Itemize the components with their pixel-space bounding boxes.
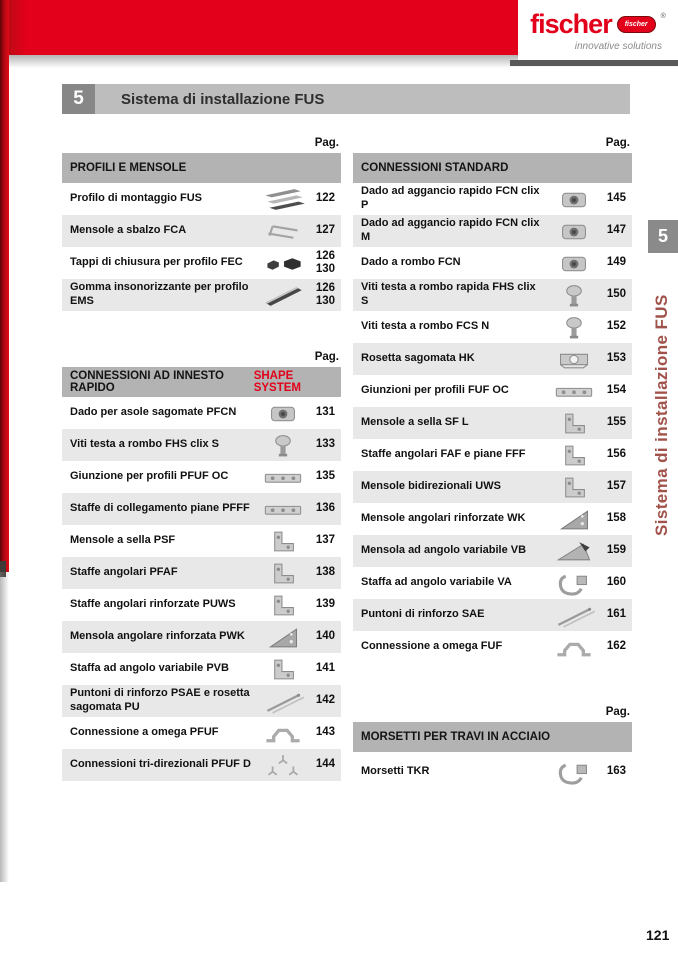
page-number-value: 141	[315, 662, 335, 675]
product-label: Dado ad aggancio rapido FCN clix P	[361, 185, 540, 211]
pag-label: Pag.	[314, 137, 339, 149]
page-number-value: 137	[315, 534, 335, 547]
table-row	[62, 621, 341, 653]
section-header-morsetti	[353, 722, 632, 752]
table-row	[62, 493, 341, 525]
product-thumb	[257, 655, 309, 683]
product-thumb	[257, 495, 309, 523]
product-label: Tappi di chiusura per profilo FEC	[70, 256, 243, 269]
product-label: Mensole a sbalzo FCA	[70, 224, 187, 237]
table-row	[353, 247, 632, 279]
table-row	[353, 375, 632, 407]
page-number-value: 136	[315, 502, 335, 515]
product-label: Mensola ad angolo variabile VB	[361, 544, 527, 557]
cantilever-bracket-icon	[260, 218, 306, 245]
page-number-value: 153	[606, 352, 626, 365]
product-thumb	[257, 527, 309, 555]
section-header-connessioni-innesto-rapido	[62, 367, 341, 397]
angle-bracket-icon	[551, 442, 597, 469]
product-label: Dado per asole sagomate PFCN	[70, 406, 237, 419]
chapter-header	[62, 84, 630, 114]
table-row	[62, 397, 341, 429]
page-number	[309, 566, 335, 579]
page-number	[309, 192, 335, 205]
pag-label: Pag.	[314, 351, 339, 363]
product-label: Staffe di collegamento piane PFFF	[70, 502, 250, 515]
product-label: Mensole bidirezionali UWS	[361, 480, 501, 493]
page-number-value: 161	[606, 608, 626, 621]
page-number	[600, 416, 626, 429]
flat-connector-plate-icon	[260, 496, 306, 523]
reinforced-angle-bracket-icon	[260, 592, 306, 619]
page-number	[600, 448, 626, 461]
page-number-value: 142	[315, 694, 335, 707]
product-thumb	[257, 623, 309, 651]
product-label: Dado ad aggancio rapido FCN clix M	[361, 217, 540, 243]
page-number	[600, 512, 626, 525]
strut-rod-icon	[551, 602, 597, 629]
gusset-bracket-icon	[260, 624, 306, 651]
section-gap	[353, 663, 632, 699]
product-thumb	[257, 687, 309, 715]
profile-connector-plate-icon	[551, 378, 597, 405]
page-number	[600, 320, 626, 333]
page-number	[309, 438, 335, 451]
page-number-value: 139	[315, 598, 335, 611]
product-label: Staffe angolari FAF e piane FFF	[361, 448, 526, 461]
product-label: Mensole angolari rinforzate WK	[361, 512, 526, 525]
fischer-logo: fischer	[530, 9, 612, 39]
page-number-value: 162	[606, 640, 626, 653]
strut-rod-icon	[260, 688, 306, 715]
page-number-value: 157	[606, 480, 626, 493]
rhombus-nut-icon	[551, 250, 597, 277]
table-row	[62, 525, 341, 557]
left-column	[62, 130, 341, 781]
product-label: Mensole a sella SF L	[361, 416, 469, 429]
product-thumb	[257, 431, 309, 459]
product-thumb	[548, 249, 600, 277]
product-label: Viti testa a rombo rapida FHS clix S	[361, 281, 536, 307]
tri-directional-connector-icon	[260, 752, 306, 779]
page-number	[309, 470, 335, 483]
table-row	[62, 589, 341, 621]
page-number-value: 122	[315, 192, 335, 205]
registered-mark: ®	[660, 13, 666, 20]
section-header-label: PROFILI E MENSOLE	[70, 162, 187, 174]
angle-bracket-icon	[260, 560, 306, 587]
product-label: Staffa ad angolo variabile VA	[361, 576, 512, 589]
product-thumb	[257, 559, 309, 587]
product-thumb	[548, 569, 600, 597]
page-number-value: 159	[606, 544, 626, 557]
table-row	[62, 215, 341, 247]
page-number-value: 130	[315, 295, 335, 307]
brand-logo	[518, 0, 678, 60]
fischer-badge-icon: fischer	[617, 16, 656, 33]
product-label: Viti testa a rombo FHS clix S	[70, 438, 219, 451]
product-thumb	[257, 217, 309, 245]
page-number	[600, 576, 626, 589]
page-number	[600, 224, 626, 237]
spine-shadow	[0, 572, 9, 882]
page-number-value: 160	[606, 576, 626, 589]
product-thumb	[548, 441, 600, 469]
omega-connector-icon	[260, 720, 306, 747]
side-tab-number: 5	[648, 220, 678, 253]
table-row	[62, 557, 341, 589]
page-number-value: 126	[315, 249, 335, 262]
profile-connector-plate-icon	[260, 464, 306, 491]
table-row	[353, 343, 632, 375]
table-row	[62, 749, 341, 781]
variable-angle-clamp-icon	[551, 570, 597, 597]
hammer-head-screw-icon	[551, 314, 597, 341]
product-label: Connessioni tri-direzionali PFUF D	[70, 758, 251, 771]
product-thumb	[257, 591, 309, 619]
table-row	[62, 429, 341, 461]
table-row	[353, 311, 632, 343]
chapter-number: 5	[62, 84, 95, 114]
product-label: Connessione a omega FUF	[361, 640, 503, 653]
side-tab-title: Sistema di installazione FUS	[652, 294, 671, 536]
hammer-head-screw-icon	[260, 432, 306, 459]
page-number	[309, 662, 335, 675]
table-row	[353, 215, 632, 247]
table-row	[353, 407, 632, 439]
omega-connector-icon	[551, 634, 597, 661]
page-number	[309, 598, 335, 611]
product-label: Staffe angolari PFAF	[70, 566, 178, 579]
product-label: Mensole a sella PSF	[70, 534, 176, 547]
table-row	[62, 247, 341, 279]
section-header-profili-e-mensole	[62, 153, 341, 183]
product-thumb	[548, 601, 600, 629]
shaped-washer-icon	[551, 346, 597, 373]
product-thumb	[257, 249, 309, 277]
right-column	[353, 130, 632, 792]
bidirectional-bracket-icon	[551, 474, 597, 501]
product-thumb	[548, 758, 600, 786]
product-label: Connessione a omega PFUF	[70, 726, 219, 739]
page-number	[600, 256, 626, 269]
end-caps-icon	[260, 250, 306, 277]
variable-angle-bracket-icon	[260, 656, 306, 683]
product-label: Morsetti TKR	[361, 765, 430, 778]
page-number	[600, 192, 626, 205]
page-number	[600, 765, 626, 778]
table-row	[353, 631, 632, 663]
page-number-value: 149	[606, 256, 626, 269]
section-header-connessioni-standard	[353, 153, 632, 183]
section-header-label: CONNESSIONI AD INNESTO RAPIDO	[70, 370, 224, 394]
product-thumb	[548, 313, 600, 341]
table-row	[353, 279, 632, 311]
product-thumb	[257, 281, 309, 309]
pag-label: Pag.	[605, 706, 630, 718]
page-number	[309, 758, 335, 771]
rubber-strip-icon	[260, 282, 306, 309]
gusset-bracket-icon	[551, 506, 597, 533]
section-gap	[62, 311, 341, 344]
page-number-value: 147	[606, 224, 626, 237]
section-header-label: CONNESSIONI STANDARD	[361, 162, 509, 174]
page-number-value: 150	[606, 288, 626, 301]
product-thumb	[257, 751, 309, 779]
header-divider	[510, 60, 678, 66]
product-thumb	[548, 281, 600, 309]
product-label: Giunzione per profili PFUF OC	[70, 470, 229, 483]
product-thumb	[548, 633, 600, 661]
product-label: Puntoni di rinforzo PSAE e rosetta sagomata PU	[70, 687, 250, 713]
table-row	[62, 279, 341, 311]
red-spine-strip	[0, 0, 9, 572]
product-thumb	[548, 345, 600, 373]
variable-angle-bracket-icon	[551, 538, 597, 565]
product-thumb	[548, 505, 600, 533]
slot-nut-icon	[260, 400, 306, 427]
table-row	[353, 471, 632, 503]
page-number	[600, 352, 626, 365]
page-number	[309, 250, 335, 276]
product-label: Rosetta sagomata HK	[361, 352, 475, 365]
page-number-value: 163	[606, 765, 626, 778]
page-number	[309, 726, 335, 739]
product-label: Mensola angolare rinforzata PWK	[70, 630, 245, 643]
pag-label: Pag.	[605, 137, 630, 149]
page-number-value: 140	[315, 630, 335, 643]
quick-fix-nut-icon	[551, 186, 597, 213]
product-thumb	[548, 217, 600, 245]
section-header-label: MORSETTI PER TRAVI IN ACCIAIO	[361, 731, 551, 743]
table-row	[353, 599, 632, 631]
page-number	[309, 282, 335, 308]
mounting-profiles-icon	[260, 186, 306, 213]
page-number-value: 143	[315, 726, 335, 739]
brand-tagline: innovative solutions	[574, 41, 662, 52]
table-row	[62, 685, 341, 717]
product-label: Viti testa a rombo FCS N	[361, 320, 490, 333]
beam-clamp-icon	[551, 759, 597, 786]
page-number-value: 133	[315, 438, 335, 451]
page-number-value: 156	[606, 448, 626, 461]
product-thumb	[548, 185, 600, 213]
product-label: Gomma insonorizzante per profilo EMS	[70, 281, 249, 307]
product-label: Giunzioni per profili FUF OC	[361, 384, 509, 397]
page-number	[309, 224, 335, 237]
hammer-head-screw-icon	[551, 282, 597, 309]
table-row	[353, 535, 632, 567]
page-number	[309, 406, 335, 419]
page-number	[600, 640, 626, 653]
quick-fix-nut-icon	[551, 218, 597, 245]
page-number-value: 127	[315, 224, 335, 237]
product-label: Staffe angolari rinforzate PUWS	[70, 598, 236, 611]
table-row	[353, 183, 632, 215]
page-number-value: 130	[315, 263, 335, 275]
product-thumb	[548, 377, 600, 405]
page-title: Sistema di installazione FUS	[95, 84, 630, 114]
page-number-value: 145	[606, 192, 626, 205]
saddle-bracket-icon	[551, 410, 597, 437]
product-thumb	[257, 185, 309, 213]
page-number-value: 138	[315, 566, 335, 579]
table-row	[62, 717, 341, 749]
page-number-value: 152	[606, 320, 626, 333]
product-label: Staffa ad angolo variabile PVB	[70, 662, 229, 675]
product-thumb	[548, 473, 600, 501]
product-thumb	[548, 537, 600, 565]
table-row	[353, 439, 632, 471]
page-number	[309, 534, 335, 547]
product-thumb	[257, 719, 309, 747]
page-number-value: 126	[315, 281, 335, 294]
table-row	[62, 653, 341, 685]
table-row	[62, 461, 341, 493]
page-number	[309, 630, 335, 643]
table-row	[353, 752, 632, 792]
page-number-footer: 121	[646, 927, 670, 943]
table-row	[62, 183, 341, 215]
page-number-value: 144	[315, 758, 335, 771]
product-thumb	[548, 409, 600, 437]
saddle-bracket-icon	[260, 528, 306, 555]
table-row	[353, 567, 632, 599]
page-number	[600, 480, 626, 493]
page-number-value: 135	[315, 470, 335, 483]
table-row	[353, 503, 632, 535]
product-label: Profilo di montaggio FUS	[70, 192, 202, 205]
page-number	[309, 502, 335, 515]
page-number	[600, 544, 626, 557]
page-number-value: 154	[606, 384, 626, 397]
product-thumb	[257, 463, 309, 491]
page-number	[600, 608, 626, 621]
page-number-value: 158	[606, 512, 626, 525]
product-label: Puntoni di rinforzo SAE	[361, 608, 485, 621]
product-thumb	[257, 399, 309, 427]
product-label: Dado a rombo FCN	[361, 256, 461, 269]
page-number	[309, 694, 335, 707]
section-header-accent: SHAPE SYSTEM	[253, 370, 301, 394]
page-number	[600, 384, 626, 397]
page-number-value: 131	[315, 406, 335, 419]
page-number-value: 155	[606, 416, 626, 429]
page-number	[600, 288, 626, 301]
